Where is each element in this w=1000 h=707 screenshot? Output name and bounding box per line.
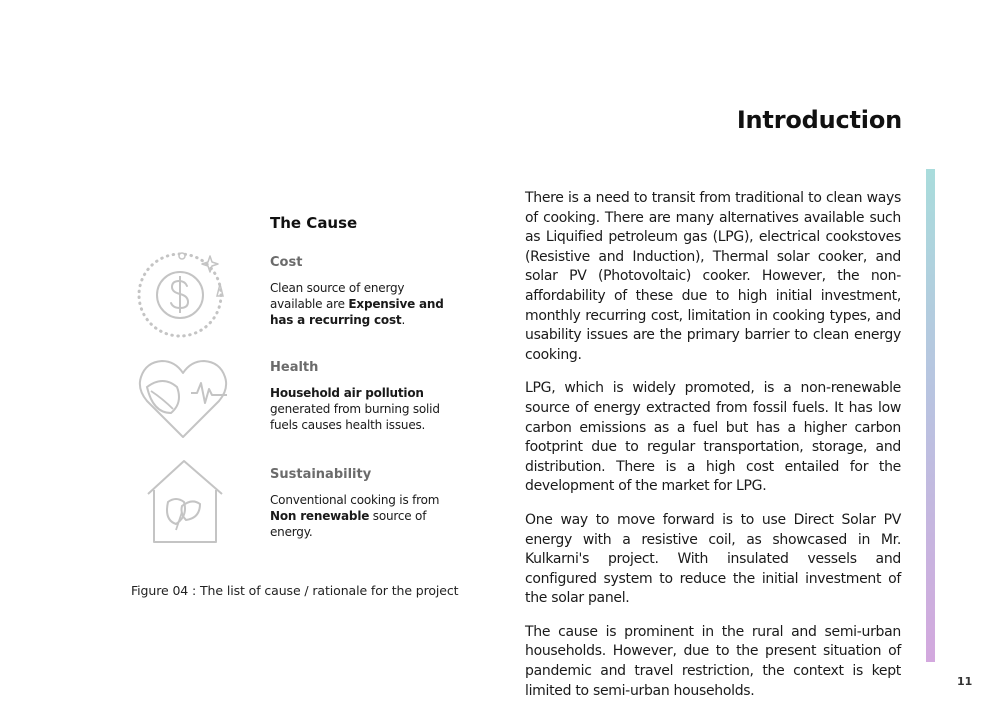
page-number: 11	[957, 675, 973, 688]
heart-leaf-icon	[137, 357, 229, 441]
body-paragraph: There is a need to transit from traditional to clean ways of cooking. There are many alternatives available such as Liquified petroleum gas (LPG), electrical cookstoves (Resistive and Induction), Thermal solar cooker, and solar PV (Photovoltaic) cooker. However, the non-affordability of these due to high initial investment, monthly recurring cost, limitation in cooking types, and usability issues are the primary barrier to clean energy cooking.	[525, 190, 901, 363]
body-paragraph: LPG, which is widely promoted, is a non-renewable source of energy extracted from fossil fuels. It has low carbon emissions as a fuel but has a higher carbon footprint due to regular transportation, storage, and distribution. There is a high cost entailed for the development of the market for LPG.	[525, 380, 901, 495]
cause-item-title: Cost	[270, 255, 303, 270]
cause-item-title: Sustainability	[270, 467, 372, 482]
body-paragraph: The cause is prominent in the rural and semi-urban households. However, due to the present situation of pandemic and travel restriction, the context is kept limited to semi-urban households.	[525, 623, 901, 699]
cause-item-sustainability	[270, 467, 460, 540]
cause-item-description: Conventional cooking is from Non renewable source of energy.	[270, 493, 440, 539]
cause-item-description: Household air pollution generated from burning solid fuels causes health issues.	[270, 386, 440, 432]
house-leaf-icon	[142, 458, 228, 548]
cause-heading: The Cause	[270, 214, 358, 232]
page-title: Introduction	[736, 106, 902, 134]
accent-gradient-bar	[926, 169, 935, 662]
body-paragraph: One way to move forward is to use Direct Solar PV energy with a resistive coil, as showcased in Mr. Kulkarni's project. With insulated vessels and configured system to reduce the initial investment of the solar panel.	[525, 511, 901, 607]
cause-item-health	[270, 360, 460, 433]
cause-item-description: Clean source of energy available are Expensive and has a recurring cost.	[270, 281, 444, 327]
cause-item-title: Health	[270, 360, 319, 375]
body-text	[525, 189, 901, 707]
figure-caption: Figure 04 : The list of cause / rationale for the project	[131, 583, 459, 598]
dollar-coin-icon	[134, 250, 230, 342]
cause-item-cost	[270, 255, 460, 328]
